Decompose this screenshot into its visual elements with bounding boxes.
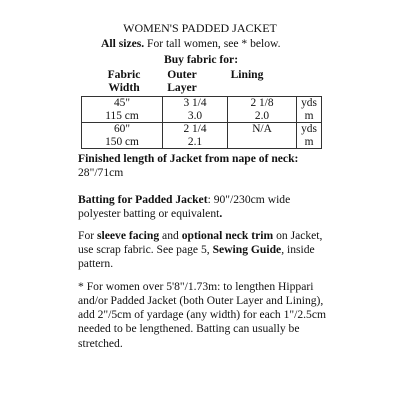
cell-line bbox=[231, 136, 293, 149]
page-title: WOMEN'S PADDED JACKET bbox=[123, 21, 277, 35]
cell-line: 150 cm bbox=[105, 135, 139, 148]
cell-line: 2.0 bbox=[254, 109, 270, 122]
sleeve-text: For bbox=[78, 229, 98, 242]
column-header-line: Outer bbox=[167, 68, 197, 81]
finished-length-paragraph bbox=[78, 152, 340, 180]
batting-text: : 90"/230cm wide polyester batting or equivalent bbox=[78, 193, 291, 221]
finished-length-value: 28"/71cm bbox=[78, 166, 124, 180]
batting-end: . bbox=[219, 207, 223, 221]
cell-unit bbox=[297, 123, 322, 149]
cell-line: 60" bbox=[113, 123, 131, 135]
neck-trim-bold: optional neck trim bbox=[181, 229, 274, 242]
cell-outer bbox=[163, 123, 228, 149]
cell-line: N/A bbox=[252, 123, 272, 135]
cell-line: 3 1/4 bbox=[183, 97, 207, 109]
cell-line: 115 cm bbox=[105, 109, 139, 122]
column-header-line: Lining bbox=[230, 68, 264, 81]
cell-line: m bbox=[304, 135, 314, 148]
cell-line: 2.1 bbox=[187, 135, 203, 148]
sleeve-facing-bold: sleeve facing bbox=[97, 229, 160, 242]
tall-women-note: * For women over 5'8"/1.73m: to lengthen Hippari and/or Padded Jacket (both Outer Layer and Lining), add 2"/5cm of yardage (any width) for each 1"/2.5cm needed to be lengthened. Batting can usually be stretched. bbox=[78, 280, 327, 350]
sizes-note bbox=[101, 37, 281, 51]
column-header-line: Width bbox=[108, 80, 140, 94]
cell-line: 45" bbox=[113, 97, 131, 109]
cell-line: m bbox=[304, 109, 314, 122]
finished-length-label: Finished length of Jacket from nape of neck: bbox=[78, 152, 299, 165]
cell-lining bbox=[228, 123, 297, 149]
table-row bbox=[82, 123, 322, 149]
cell-line: 3.0 bbox=[187, 109, 203, 122]
batting-label: Batting for Padded Jacket bbox=[78, 193, 208, 206]
cell-lining bbox=[228, 97, 297, 123]
sleeve-text: on Jacket, use scrap fabric. See page 5, bbox=[78, 229, 323, 257]
buy-fabric-heading: Buy fabric for: bbox=[164, 53, 239, 66]
sewing-guide-bold: Sewing Guide bbox=[212, 243, 282, 257]
table-row bbox=[82, 97, 322, 123]
cell-outer bbox=[163, 97, 228, 123]
fabric-table bbox=[81, 96, 322, 149]
sizes-note-bold: All sizes. bbox=[101, 37, 145, 50]
column-header-outer-layer bbox=[158, 69, 206, 94]
column-header-line: Fabric bbox=[107, 68, 141, 81]
cell-width bbox=[82, 97, 163, 123]
cell-line: 2 1/4 bbox=[183, 123, 207, 135]
batting-paragraph bbox=[78, 193, 328, 221]
sleeve-text: , inside pattern. bbox=[78, 243, 315, 271]
sleeve-facing-paragraph bbox=[78, 229, 332, 271]
column-header-fabric-width bbox=[90, 69, 158, 94]
column-header-line: Layer bbox=[167, 80, 197, 94]
cell-width bbox=[82, 123, 163, 149]
sleeve-text: and bbox=[159, 229, 182, 242]
cell-line: 2 1/8 bbox=[250, 97, 274, 109]
cell-line: yds bbox=[301, 97, 317, 109]
column-header-lining bbox=[224, 69, 270, 82]
cell-line: yds bbox=[301, 123, 317, 135]
sizes-note-text: For tall women, see * below. bbox=[144, 37, 281, 50]
cell-unit bbox=[297, 97, 322, 123]
